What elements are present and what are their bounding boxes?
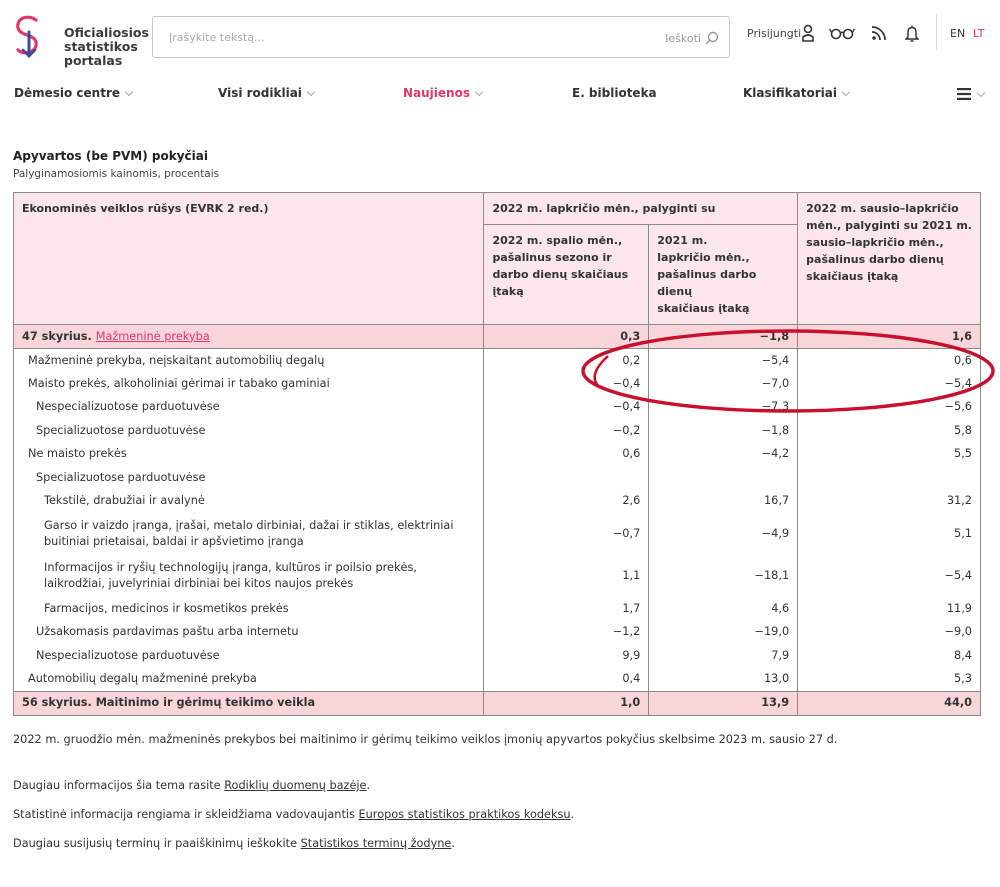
row-label: Farmacijos, medicinos ir kosmetikos prekės xyxy=(14,597,484,621)
retail-trade-link[interactable]: Mažmeninė prekyba xyxy=(95,329,210,343)
header-vs-october xyxy=(484,225,649,325)
cell-value: −9,0 xyxy=(798,621,981,645)
header-line: mėn., palyginti su 2021 m. xyxy=(806,219,972,232)
header-divider xyxy=(936,14,937,50)
info-text: Statistinė informacija rengiama ir skleidžiama vadovaujantis xyxy=(13,808,359,821)
table-row xyxy=(14,555,981,597)
table-row xyxy=(14,691,981,715)
row-label: Mažmeninė prekyba, neįskaitant automobilių degalų xyxy=(14,349,484,373)
info-paragraph-1 xyxy=(13,779,370,792)
search-input[interactable] xyxy=(167,27,607,47)
header-line: 2022 m. spalio mėn., xyxy=(492,234,623,247)
cell-value: −5,4 xyxy=(649,349,798,373)
chevron-down-icon xyxy=(977,88,985,96)
table-row xyxy=(14,668,981,692)
table-row xyxy=(14,466,981,490)
row-label: Automobilių degalų mažmeninė prekyba xyxy=(14,668,484,692)
cell-value: 1,0 xyxy=(484,691,649,715)
cell-value: −7,0 xyxy=(649,372,798,396)
table-row xyxy=(14,490,981,514)
table-row xyxy=(14,349,981,373)
cell-value: −4,9 xyxy=(649,513,798,555)
cell-value: −5,4 xyxy=(798,555,981,597)
cell-value: −19,0 xyxy=(649,621,798,645)
info-paragraph-2 xyxy=(13,808,574,821)
code-of-practice-link[interactable]: Europos statistikos praktikos kodeksu xyxy=(358,808,571,821)
row-label-line: Informacijos ir ryšių technologijų įranga, kultūros ir poilsio prekės, xyxy=(44,561,417,574)
table-row xyxy=(14,443,981,467)
row-label: Specializuotose parduotuvėse xyxy=(14,419,484,443)
cell-value: −5,6 xyxy=(798,396,981,420)
cell-value: −18,1 xyxy=(649,555,798,597)
cell-value: 2,6 xyxy=(484,490,649,514)
cell-value: 11,9 xyxy=(798,597,981,621)
cell-value: −0,2 xyxy=(484,419,649,443)
cell-value: 16,7 xyxy=(649,490,798,514)
cell-value xyxy=(798,466,981,490)
cell-value: −5,4 xyxy=(798,372,981,396)
row-label: Maisto prekės, alkoholiniai gėrimai ir tabako gaminiai xyxy=(14,372,484,396)
user-icon[interactable] xyxy=(797,22,819,44)
table-row xyxy=(14,644,981,668)
header-line: 2021 m. xyxy=(657,234,708,247)
cell-value: 7,9 xyxy=(649,644,798,668)
header-vs-2021-november xyxy=(649,225,798,325)
chevron-down-icon xyxy=(842,87,850,95)
table-subtitle: Palyginamosiomis kainomis, procentais xyxy=(13,168,220,180)
table-row xyxy=(14,621,981,645)
login-link[interactable]: Prisijungti xyxy=(747,27,802,40)
row-label: Ne maisto prekės xyxy=(14,443,484,467)
row-label xyxy=(14,325,484,349)
table-row xyxy=(14,597,981,621)
cell-value: 13,0 xyxy=(649,668,798,692)
rss-icon[interactable] xyxy=(868,22,890,44)
row-label xyxy=(14,555,484,597)
cell-value: 0,6 xyxy=(798,349,981,373)
cell-value: 1,1 xyxy=(484,555,649,597)
header-activity: Ekonominės veiklos rūšys (EVRK 2 red.) xyxy=(14,193,484,325)
header-line: darbo dienų skaičiaus xyxy=(492,268,629,281)
table-row xyxy=(14,419,981,443)
row-label: Specializuotose parduotuvėse xyxy=(14,466,484,490)
search-button-label: Ieškoti xyxy=(665,31,701,45)
nav-item-label: Klasifikatoriai xyxy=(743,86,837,100)
header-line: pašalinus sezono ir xyxy=(492,251,612,264)
cell-value: −4,2 xyxy=(649,443,798,467)
info-text: . xyxy=(570,808,575,821)
turnover-table xyxy=(13,192,981,716)
cell-value: 5,8 xyxy=(798,419,981,443)
header-line: pašalinus darbo dienų xyxy=(657,268,757,298)
cell-value: −7,3 xyxy=(649,396,798,420)
logo-mark-icon xyxy=(12,12,46,58)
cell-value: 0,3 xyxy=(484,325,649,349)
main-nav xyxy=(0,76,1000,112)
cell-value: −0,7 xyxy=(484,513,649,555)
cell-value xyxy=(484,466,649,490)
cell-value: −1,2 xyxy=(484,621,649,645)
table-row xyxy=(14,325,981,349)
table-row xyxy=(14,372,981,396)
row-label xyxy=(14,513,484,555)
logo-line-1: Oficialiosios xyxy=(64,25,149,40)
cell-value: 5,3 xyxy=(798,668,981,692)
header-line: sausio–lapkričio mėn., xyxy=(806,236,944,249)
cell-value: 31,2 xyxy=(798,490,981,514)
lang-en[interactable]: EN xyxy=(950,27,966,40)
nav-item-label: Dėmesio centre xyxy=(14,86,121,100)
chevron-down-icon xyxy=(125,87,133,95)
table-row xyxy=(14,396,981,420)
cell-value: 0,4 xyxy=(484,668,649,692)
logo-line-2: statistikos xyxy=(64,39,138,54)
table-title: Apyvartos (be PVM) pokyčiai xyxy=(13,149,208,163)
cell-value: 1,7 xyxy=(484,597,649,621)
cell-value: 44,0 xyxy=(798,691,981,715)
row-label-line: laikrodžiai, juvelyriniai dirbiniai bei kitos naujos prekės xyxy=(44,577,354,590)
bell-icon[interactable] xyxy=(901,22,923,44)
header-line: skaičiaus įtaką xyxy=(657,302,750,315)
search-box xyxy=(152,16,730,58)
cell-value xyxy=(649,466,798,490)
cell-value: −0,4 xyxy=(484,372,649,396)
header-line: skaičiaus įtaką xyxy=(806,270,899,283)
row-label-line: Garso ir vaizdo įranga, įrašai, metalo dirbiniai, dažai ir stiklas, elektriniai xyxy=(44,519,454,532)
cell-value: 0,2 xyxy=(484,349,649,373)
row-label-line: buitiniai prietaisai, baldai ir apšvietimo įranga xyxy=(44,535,304,548)
info-text: . xyxy=(366,779,371,792)
cell-value: 5,1 xyxy=(798,513,981,555)
release-announcement: 2022 m. gruodžio mėn. mažmeninės prekybos bei maitinimo ir gėrimų teikimo veiklos įmonių apyvartos pokyčius skelbsime 2023 m. sausio 27 d. xyxy=(13,733,838,746)
indicators-database-link[interactable]: Rodiklių duomenų bazėje xyxy=(224,779,367,792)
row-label: Užsakomasis pardavimas paštu arba internetu xyxy=(14,621,484,645)
header-line: įtaką xyxy=(492,285,524,298)
hamburger-icon xyxy=(957,88,971,100)
nav-item-visi-rodikliai[interactable] xyxy=(218,86,314,100)
cell-value: 8,4 xyxy=(798,644,981,668)
nav-item-klasifikatoriai[interactable] xyxy=(743,86,849,100)
glossary-link[interactable]: Statistikos terminų žodyne xyxy=(300,837,452,850)
nav-item-label: Visi rodikliai xyxy=(218,86,302,100)
logo-text xyxy=(64,26,149,68)
nav-item-label: E. biblioteka xyxy=(572,86,657,100)
info-text: Daugiau informacijos šia tema rasite xyxy=(13,779,225,792)
menu-button[interactable] xyxy=(957,88,984,100)
header-group-november: 2022 m. lapkričio mėn., palyginti su xyxy=(484,193,798,225)
cell-value: 5,5 xyxy=(798,443,981,467)
logo-line-3: portalas xyxy=(64,53,123,68)
chevron-down-icon xyxy=(307,87,315,95)
header-jan-nov xyxy=(798,193,981,325)
cell-value: 1,6 xyxy=(798,325,981,349)
row-label: Nespecializuotose parduotuvėse xyxy=(14,644,484,668)
header-line: pašalinus darbo dienų xyxy=(806,253,944,266)
cell-value: −1,8 xyxy=(649,325,798,349)
cell-value: −1,8 xyxy=(649,419,798,443)
cell-value: 4,6 xyxy=(649,597,798,621)
header-line: lapkričio mėn., xyxy=(657,251,750,264)
search-icon xyxy=(705,31,719,45)
portal-logo[interactable] xyxy=(12,12,149,68)
row-label: Tekstilė, drabužiai ir avalynė xyxy=(14,490,484,514)
cell-value: 13,9 xyxy=(649,691,798,715)
cell-value: −0,4 xyxy=(484,396,649,420)
nav-item-naujienos[interactable] xyxy=(403,86,482,100)
row-label: 56 skyrius. Maitinimo ir gėrimų teikimo veikla xyxy=(14,691,484,715)
nav-item-e-biblioteka[interactable] xyxy=(572,86,657,100)
info-paragraph-3 xyxy=(13,837,455,850)
row-label: Nespecializuotose parduotuvėse xyxy=(14,396,484,420)
row-label-prefix: 47 skyrius. xyxy=(22,329,92,343)
header-line: 2022 m. sausio–lapkričio xyxy=(806,202,959,215)
search-button[interactable] xyxy=(665,28,719,48)
table-row xyxy=(14,513,981,555)
chevron-down-icon xyxy=(475,87,483,95)
info-text: Daugiau susijusių terminų ir paaiškinimų ieškokite xyxy=(13,837,301,850)
glasses-icon[interactable] xyxy=(829,22,855,44)
cell-value: 0,6 xyxy=(484,443,649,467)
nav-item-demesio-centre[interactable] xyxy=(14,86,132,100)
lang-lt[interactable]: LT xyxy=(973,27,985,40)
info-text: . xyxy=(451,837,455,850)
nav-item-label: Naujienos xyxy=(403,86,470,100)
cell-value: 9,9 xyxy=(484,644,649,668)
